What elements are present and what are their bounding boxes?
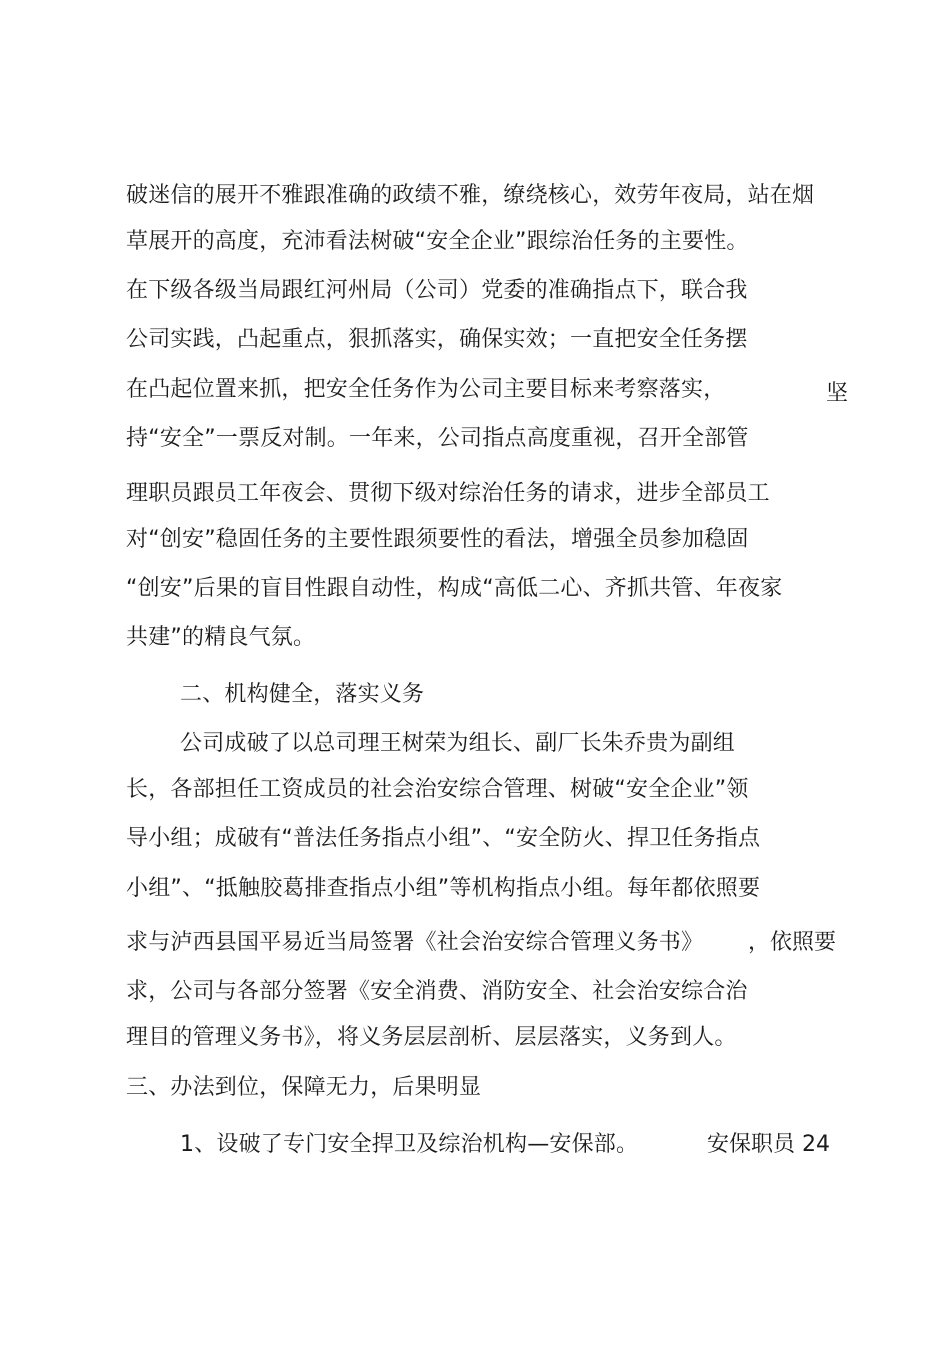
paragraph-fragment-yizhao: ，依照要 <box>748 930 837 955</box>
paragraph-fragment-anbao: 安保职员 24 <box>707 1132 830 1157</box>
paragraph-line-3: 在下级各级当局跟红河州局（公司）党委的准确指点下，联合我 <box>126 278 748 303</box>
paragraph-line-9: “创安”后果的盲目性跟自动性，构成“高低二心、齐抓共管、年夜家 <box>126 576 783 601</box>
paragraph-line-1: 破迷信的展开不雅跟准确的政绩不雅，缭绕核心，效劳年夜局，站在烟 <box>126 183 815 208</box>
paragraph-fragment-jian: 坚 <box>826 381 849 406</box>
paragraph-line-11: 公司成破了以总司理王树荣为组长、副厂长朱乔贵为副组 <box>180 731 736 756</box>
paragraph-line-15: 求与泸西县国平易近当局签署《社会治安综合管理义务书》 <box>126 930 704 955</box>
paragraph-line-2: 草展开的高度，充沛看法树破“安全企业”跟综治任务的主要性。 <box>126 229 749 254</box>
paragraph-line-14: 小组”、“抵触胶葛排查指点小组”等机构指点小组。每年都依照要 <box>126 876 761 901</box>
paragraph-line-5: 在凸起位置来抓，把安全任务作为公司主要目标来考察落实， <box>126 377 726 402</box>
section-heading-2: 二、机构健全，落实义务 <box>180 682 425 707</box>
paragraph-line-12: 长，各部担任工资成员的社会治安综合管理、树破“安全企业”领 <box>126 777 749 802</box>
paragraph-line-10: 共建”的精良气氛。 <box>126 625 316 650</box>
paragraph-line-7: 理职员跟员工年夜会、贯彻下级对综治任务的请求，进步全部员工 <box>126 481 770 506</box>
section-heading-3: 三、办法到位，保障无力，后果明显 <box>126 1075 482 1100</box>
paragraph-line-4: 公司实践，凸起重点，狠抓落实，确保实效；一直把安全任务摆 <box>126 327 748 352</box>
paragraph-line-16: 求，公司与各部分签署《安全消费、消防安全、社会治安综合治 <box>126 979 748 1004</box>
paragraph-line-17: 理目的管理义务书》，将义务层层剖析、层层落实，义务到人。 <box>126 1025 737 1050</box>
paragraph-line-6: 持“安全”一票反对制。一年来，公司指点高度重视，召开全部管 <box>126 426 749 451</box>
paragraph-line-18: 1、设破了专门安全捍卫及综治机构—安保部。 <box>180 1132 639 1157</box>
paragraph-line-8: 对“创安”稳固任务的主要性跟须要性的看法，增强全员参加稳固 <box>126 527 749 552</box>
paragraph-line-13: 导小组；成破有“普法任务指点小组”、“安全防火、捍卫任务指点 <box>126 826 761 851</box>
